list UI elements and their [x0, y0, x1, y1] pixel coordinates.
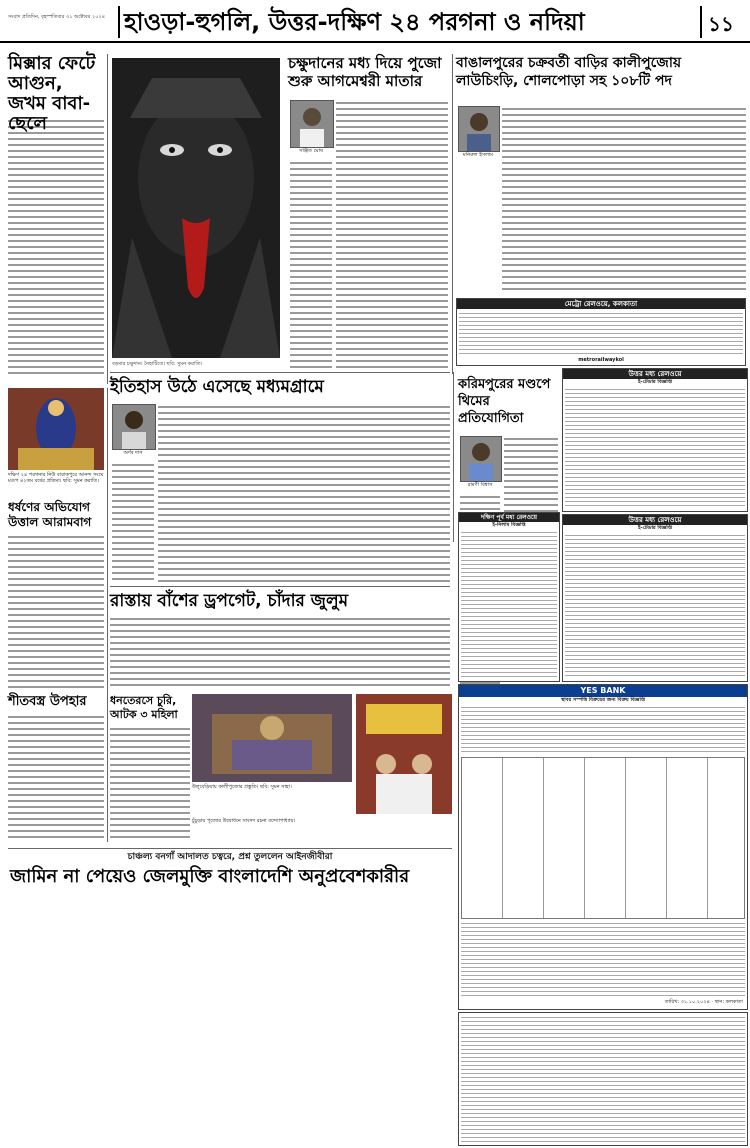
- reporter-photo: [112, 404, 156, 450]
- article-kicker: চাঞ্চল্য বনগাঁ আদালত চত্বরে, প্রশ্ন তুললেন আইনজীবীরা: [127, 852, 333, 862]
- byline: অর্ণব দাস: [123, 450, 143, 456]
- headline: রাস্তায় বাঁশের ড্রপগেট, চাঁদার জুলুম: [110, 591, 349, 611]
- ad-ncr-tender-2: [562, 514, 748, 682]
- byline: রামণী বিশ্বাস: [467, 482, 493, 488]
- byline: মনিরুল ইসলাম: [462, 152, 494, 158]
- headline: ইতিহাস উঠে এসেছে মধ্যমগ্রামে: [110, 377, 324, 397]
- reporter-photo: [460, 436, 502, 482]
- ad-title: দক্ষিণ পূর্ব মধ্য রেলওয়ে: [459, 513, 559, 522]
- ad-table: [461, 757, 745, 919]
- headline: মিক্সার ফেটে আগুন, জখম বাবা-ছেলে: [8, 53, 96, 134]
- idol-photo-newbarrackpore: [8, 388, 104, 470]
- article-madhyamgram: [110, 376, 450, 584]
- photo-caption: দক্ষিণ ২৪ পরগনার নিউ বারাকপুরে আনন্দ সংঘে মণ্ডপ ৪২তম বর্ষের প্রতিমা। ছবি: সুমন করাতি।: [8, 472, 104, 484]
- ad-yes-bank: [458, 684, 748, 1010]
- photo-caption: উলুবেড়িয়ায় কালীপুজোর প্রস্তুতি। ছবি: সুমন সাহা।: [192, 784, 292, 790]
- ad-subtitle: ই-টেন্ডার বিজ্ঞপ্তি: [638, 379, 672, 385]
- masthead-title: হাওড়া-হুগলি, উত্তর-দক্ষিণ ২৪ পরগনা ও নদিয়া: [124, 8, 585, 36]
- ad-title: উত্তর মধ্য রেলওয়ে: [563, 515, 747, 525]
- masthead-date: সংবাদ প্রতিদিন, বৃহস্পতিবার ৩১ অক্টোবর ২০২৪: [8, 14, 105, 20]
- article-body: [10, 894, 450, 1142]
- headline: চক্ষুদানের মধ্য দিয়ে পুজো শুরু আগমেশ্বরী মাতার: [288, 54, 442, 90]
- headline: শীতবস্ত্র উপহার: [8, 694, 87, 709]
- reporter-photo: [290, 100, 334, 148]
- body-text: [8, 118, 104, 378]
- ad-title: উত্তর মধ্য রেলওয়ে: [563, 369, 747, 379]
- ad-metro-railway: [456, 298, 746, 366]
- headline: করিমপুরের মণ্ডপে থিমের প্রতিযোগিতা: [458, 377, 551, 426]
- photo-caption: চুঁচুড়ায় পূজোর উদ্বোধনে সাংসদ রচনা বন্দ্যোপাধ্যায়।: [192, 818, 296, 824]
- page-number: ১১: [708, 12, 734, 36]
- ad-footer: তারিখ: ৩১.১০.২০২৪ · স্থান: কলকাতা: [664, 999, 743, 1005]
- ad-ncr-tender-1: [562, 368, 748, 512]
- ad-title: মেট্রো রেলওয়ে, কলকাতা: [457, 299, 745, 309]
- reporter-photo: [458, 106, 500, 152]
- kali-idol-photo: [112, 58, 280, 358]
- headline: বাঙালপুরের চক্রবর্তী বাড়ির কালীপুজোয় লাউচিংড়ি, শোলপোড়া সহ ১০৮টি পদ: [456, 55, 682, 89]
- photo-caption: বড়মার চক্ষুদান। নৈহাটিতে। ছবি: সুমন করাতি।: [112, 361, 203, 367]
- headline: ধর্ষণের অভিযোগ উত্তাল আরামবাগ: [8, 500, 92, 529]
- ad-subtitle: ই-টেন্ডার বিজ্ঞপ্তি: [638, 525, 672, 531]
- photo-chinsurah-inauguration: [356, 694, 452, 814]
- ad-title: YES BANK: [459, 685, 747, 697]
- article-winterwear: [8, 694, 104, 842]
- masthead: [0, 0, 750, 42]
- article-headline: জামিন না পেয়েও জেলমুক্তি বাংলাদেশি অনুপ্রবেশকারীর: [10, 866, 410, 887]
- ad-subtitle: স্থাবর সম্পত্তি বিক্রয়ের জন্য বিক্রয় বিজ্ঞপ্তি: [561, 697, 645, 703]
- article-bangalpur: [456, 54, 746, 294]
- byline: সঞ্জিত ঘোষ: [299, 148, 323, 154]
- article-mixer-fire: [8, 54, 104, 384]
- ad-ser-auction: [458, 512, 560, 682]
- article-chakshudan: [288, 54, 448, 374]
- ad-notice-bottom: [458, 1012, 748, 1146]
- article-arambagh: [8, 500, 104, 690]
- photo-uluberia-preparation: [192, 694, 352, 782]
- article-dhanteras-theft: [110, 694, 190, 844]
- ad-footer: metrorailwaykol: [578, 357, 624, 363]
- ad-subtitle: ই-নিলাম বিজ্ঞপ্তি: [492, 522, 526, 528]
- headline: ধনতেরসে চুরি, আটক ৩ মহিলা: [110, 694, 178, 721]
- article-dropgate: [110, 590, 450, 690]
